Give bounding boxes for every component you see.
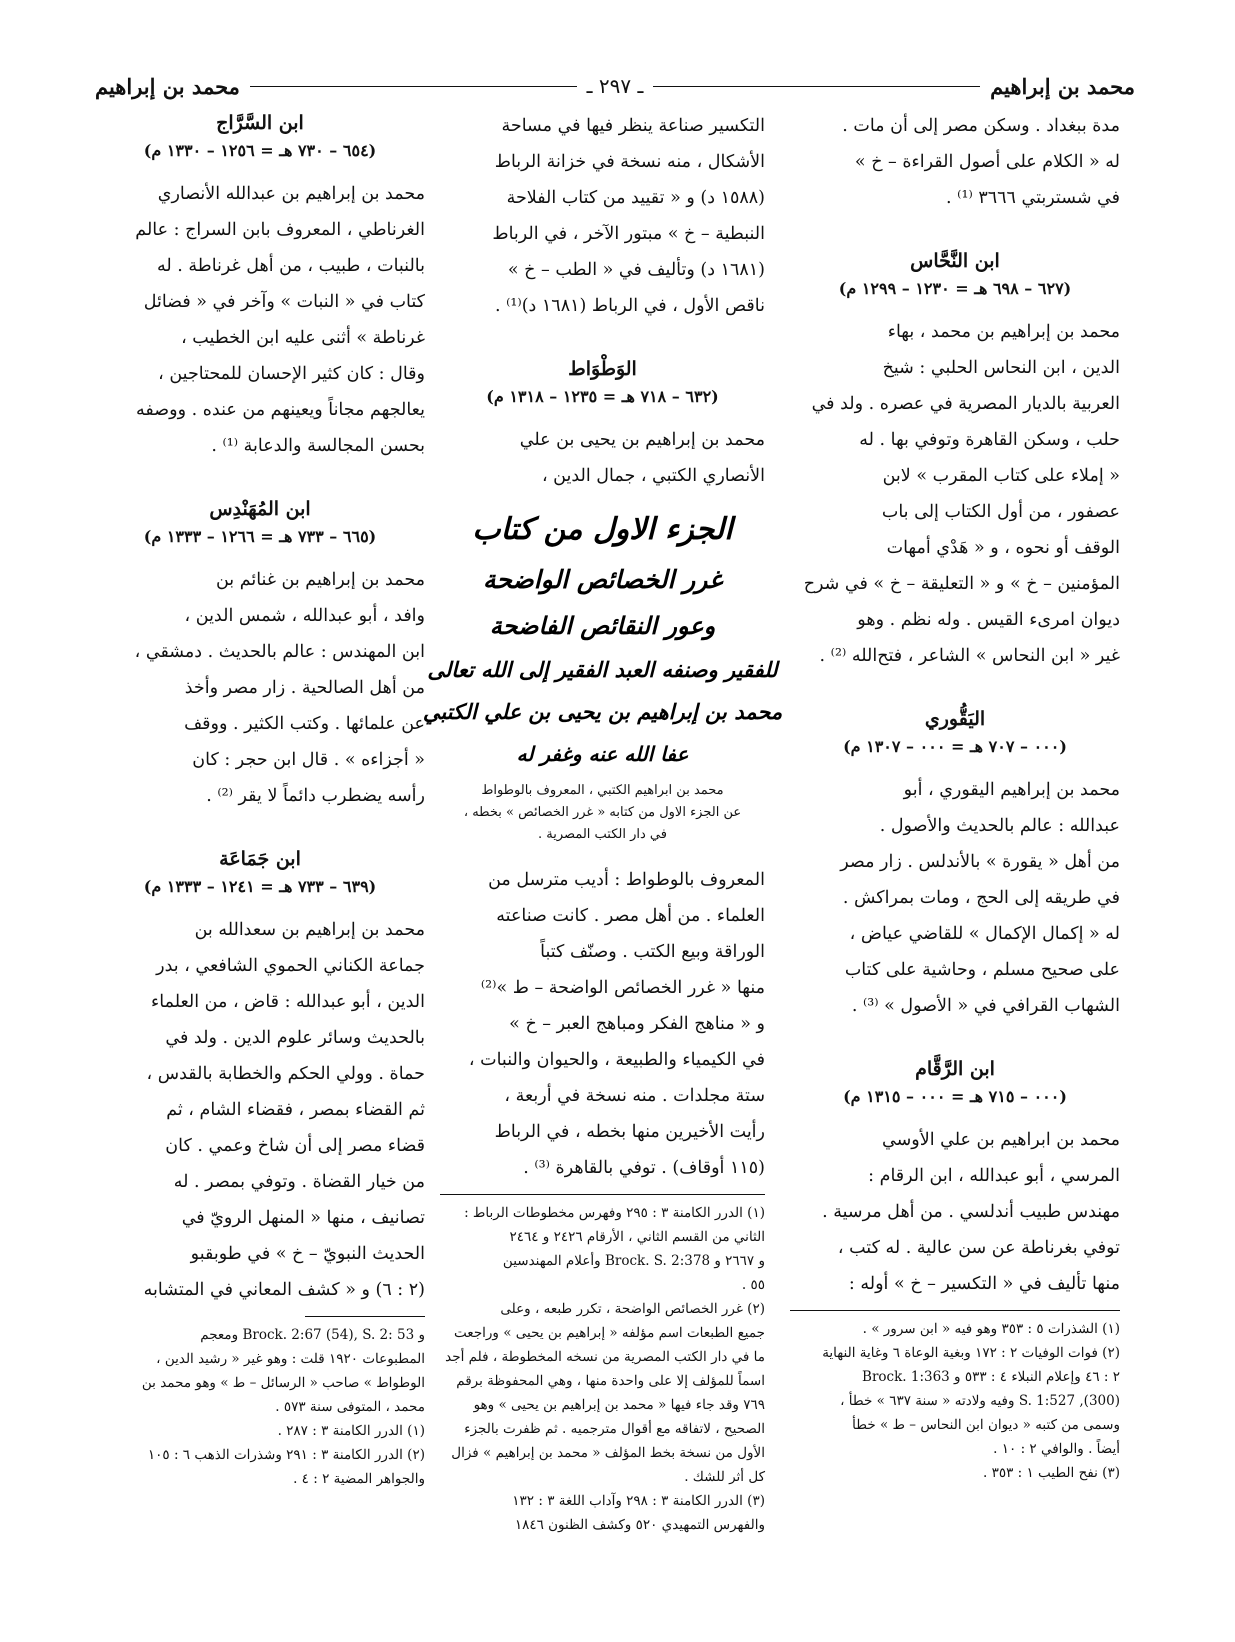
footnote-line: ما في دار الكتب المصرية من نسخه المخطوطة ، فلم أجد [445, 1349, 765, 1365]
footnote-line: الصحيح ، لاتفاقه مع أقوال مترجميه . ثم ظفرت بالجزء [464, 1421, 765, 1437]
text-line: العلماء . من أهل مصر . كانت صناعته [496, 906, 765, 926]
entry-al-yaqquri [790, 704, 1120, 1024]
footnote-line: ٥٥ . [741, 1277, 765, 1293]
text-line: المرسي ، أبو عبدالله ، ابن الرقام : [868, 1166, 1120, 1186]
entry-heading: ابن المُهَنْدِس [209, 498, 311, 520]
text-line: الدين ، أبو عبدالله : قاض ، من العلماء [151, 992, 425, 1012]
text-line: ثم القضاء بمصر ، فقضاء الشام ، ثم [166, 1100, 425, 1120]
text-line: حماة . وولي الحكم والخطابة بالقدس ، [146, 1064, 425, 1084]
text-line: من أهل الصالحية . زار مصر وأخذ [184, 678, 425, 698]
text-line: التكسير صناعة ينظر فيها في مساحة [501, 116, 765, 136]
footnote-line: (٢) الدرر الكامنة ٣ : ٢٩١ وشذرات الذهب ٦ : ١٠٥ [147, 1447, 425, 1463]
text-line: في الكيمياء والطبيعة ، والحيوان والنبات ، [468, 1050, 765, 1070]
entry-dates: (٦٣٢ – ٧١٨ هـ = ١٢٣٥ – ١٣١٨ م) [486, 387, 719, 406]
footnote-line: (٣) نفح الطيب ١ : ٣٥٣ . [982, 1465, 1120, 1481]
footnotes [95, 1323, 425, 1491]
text-line: النبطية – خ » مبتور الآخر ، في الرباط [492, 224, 765, 244]
entry-dates: (٠٠٠ – ٧٠٧ هـ = ٠٠٠ – ١٣٠٧ م) [843, 737, 1067, 756]
footnote-line: (١) الدرر الكامنة ٣ : ٢٨٧ . [277, 1423, 425, 1439]
text-line: له « الكلام على أصول القراءة – خ » [854, 152, 1120, 172]
page-number: ـ ٢٩٧ ـ [586, 74, 644, 98]
text-line: الوراقة وبيع الكتب . وصنّف كتباً [540, 942, 765, 962]
text-line: غرناطة » أثنى عليه ابن الخطيب ، [181, 328, 425, 348]
text-line: « إملاء على كتاب المقرب » لابن [882, 466, 1120, 486]
footnote-line: كل أثر للشك . [684, 1469, 765, 1485]
entry-heading: ابن النَّحَّاس [910, 250, 1000, 272]
text-line: بالنبات ، طبيب ، من أهل غرناطة . له [156, 256, 425, 276]
text-line: قضاء مصر إلى أن شاخ وعمي . كان [165, 1136, 425, 1156]
footnote-line: (٢) فوات الوفيات ٢ : ١٧٢ وبغية الوعاة ٦ وغاية النهاية [822, 1345, 1120, 1361]
footnote-rule [790, 1310, 1120, 1311]
text-line: الوقف أو نحوه ، و « هَدْي أمهات [886, 538, 1120, 558]
text-line: الشهاب القرافي في « الأصول » ⁽³⁾ . [851, 996, 1120, 1016]
entry-al-watwat [422, 354, 783, 1186]
entry-heading: الوَطْوَاط [568, 358, 637, 380]
text-line: (٢ : ٦) و « كشف المعاني في المتشابه [143, 1280, 425, 1300]
entry-ibn-al-nahhas [790, 246, 1120, 674]
footnote-line: جميع الطبعات اسم مؤلفه « إبراهيم بن يحيى » وراجعت [454, 1325, 765, 1341]
footnotes [440, 1201, 765, 1537]
text-line: غير « ابن النحاس » الشاعر ، فتح‌الله ⁽²⁾ . [819, 646, 1120, 666]
entry-dates: (٠٠٠ – ٧١٥ هـ = ٠٠٠ – ١٣١٥ م) [843, 1087, 1067, 1106]
header-right-title: محمد بن إبراهيم [990, 73, 1135, 99]
footnote-line: (١) الدرر الكامنة ٣ : ٢٩٥ وفهرس مخطوطات الرباط : [464, 1205, 765, 1221]
text-line: بالحديث وسائر علوم الدين . ولد في [165, 1028, 425, 1048]
manuscript-line: عفا الله عنه وغفر له [516, 741, 689, 766]
manuscript-line: وعور النقائص الفاضحة [489, 611, 716, 640]
text-line: منها « غرر الخصائص الواضحة – ط »⁽²⁾ [480, 978, 765, 998]
text-line: مهندس طبيب أندلسي . من أهل مرسية . [822, 1202, 1120, 1222]
manuscript-line: للفقير وصنفه العبد الفقير إلى الله تعالى [427, 657, 778, 682]
entry-heading: ابن السَّرَّاج [216, 112, 304, 134]
text-line: الدين ، ابن النحاس الحلبي : شيخ [882, 358, 1120, 378]
text-line: محمد بن إبراهيم بن سعدالله بن [194, 920, 425, 940]
image-caption [440, 780, 765, 846]
footnote-line: محمد ، المتوفى سنة ٥٧٣ . [275, 1399, 425, 1415]
text-line: على صحيح مسلم ، وحاشية على كتاب [844, 960, 1120, 980]
text-line: محمد بن إبراهيم بن عبدالله الأنصاري [157, 184, 425, 204]
entry-heading: اليَقُّوري [924, 708, 986, 730]
text-line: منها تأليف في « التكسير – خ » أوله : [848, 1274, 1120, 1294]
manuscript-line: غرر الخصائص الواضحة [482, 565, 723, 595]
footnote-line: (300), S. 1:527 وفيه ولادته « سنة ٦٣٧ » خطأ ، [840, 1393, 1120, 1409]
right-column [790, 108, 1120, 1485]
text-line: و « مناهج الفكر ومباهج العبر – خ » [509, 1014, 765, 1034]
header-left-title: محمد بن إبراهيم [94, 73, 240, 99]
footnote-line: (١) الشذرات ٥ : ٣٥٣ وهو فيه « ابن سرور » . [862, 1321, 1120, 1337]
caption-line: في دار الكتب المصرية . [538, 827, 667, 842]
text-line: محمد بن إبراهيم بن يحيى بن علي [519, 430, 765, 450]
footnote-line: وسمى من كتبه « ديوان ابن النحاس – ط » خطأ [852, 1417, 1120, 1433]
text-line: الأنصاري الكتبي ، جمال الدين ، [541, 466, 765, 486]
footnote-line: (٣) الدرر الكامنة ٣ : ٢٩٨ وآداب اللغة ٣ : ١٣٢ [512, 1493, 765, 1509]
footnote-rule [305, 1316, 425, 1317]
footnote-line: والفهرس التمهيدي ٥٢٠ وكشف الظنون ١٨٤٦ [514, 1517, 765, 1533]
text-line: جماعة الكناني الحموي الشافعي ، بدر [156, 956, 425, 976]
text-line: « أجزاءه » . قال ابن حجر : كان [192, 750, 425, 770]
text-line: عصفور ، من أول الكتاب إلى باب [881, 502, 1120, 522]
footnote-line: أيضاً . والوافي ٢ : ١٠ . [993, 1441, 1120, 1457]
text-line: عبدالله : عالم بالحديث والأصول . [879, 816, 1120, 836]
text-line: ابن المهندس : عالم بالحديث . دمشقي ، [134, 642, 425, 662]
middle-column [422, 108, 783, 1537]
footnote-line: و ٢٦٦٧ و Brock. S. 2:378 وأعلام المهندسين [502, 1253, 765, 1269]
text-line: بحسن المجالسة والدعابة ⁽¹⁾ . [211, 436, 425, 456]
footnote-line: (٢) غرر الخصائص الواضحة ، تكرر طبعه ، وعلى [500, 1301, 765, 1317]
text-line: (١٥٨٨ د) و « تقييد من كتاب الفلاحة [506, 188, 765, 208]
footnote-line: والجواهر المضية ٢ : ٤ . [293, 1471, 425, 1487]
entry-dates: (٦٢٧ – ٦٩٨ هـ = ١٢٣٠ – ١٢٩٩ م) [838, 279, 1072, 298]
text-line: (١٦٨١ د) وتأليف في « الطب – خ » [507, 260, 765, 280]
text-line: المؤمنين – خ » و « التعليقة – خ » في شرح [803, 574, 1120, 594]
footnote-line: الثاني من القسم الثاني ، الأرقام ٢٤٢٦ و ٢٤٦٤ [509, 1229, 765, 1245]
text-line: تصانيف ، منها « المنهل الرويّ في [181, 1208, 425, 1228]
caption-line: محمد بن ابراهيم الكتبي ، المعروف بالوطواط [481, 783, 724, 798]
entry-dates: (٦٥٤ – ٧٣٠ هـ = ١٢٥٦ – ١٣٣٠ م) [143, 141, 377, 160]
entry-heading: ابن جَمَاعَة [219, 848, 301, 870]
text-line: عن علمائها . وكتب الكثير . ووقف [184, 714, 425, 734]
text-line: حلب ، وسكن القاهرة وتوفي بها . له [859, 430, 1120, 450]
text-line: يعالجهم مجاناً ويعينهم من عنده . ووصفه [136, 400, 425, 420]
text-line: محمد بن إبراهيم اليقوري ، أبو [903, 780, 1120, 800]
text-line: وافد ، أبو عبدالله ، شمس الدين ، [184, 606, 425, 626]
text-line: (١١٥ أوقاف) . توفي بالقاهرة ⁽³⁾ . [523, 1158, 765, 1178]
text-line: من أهل « يقورة » بالأندلس . زار مصر [840, 852, 1120, 872]
text-line: العربية بالديار المصرية في عصره . ولد في [811, 394, 1120, 414]
text-line: وقال : كان كثير الإحسان للمحتاجين ، [158, 364, 425, 384]
manuscript-line: محمد بن إبراهيم بن يحيى بن علي الكتبي [422, 699, 783, 724]
running-header [95, 66, 1135, 106]
text-line: محمد بن إبراهيم بن غنائم بن [215, 570, 425, 590]
entry-ibn-jamaa [95, 844, 425, 1308]
text-line: توفي بغرناطة عن سن عالية . له كتب ، [837, 1238, 1120, 1258]
text-line: مدة ببغداد . وسكن مصر إلى أن مات . [842, 116, 1120, 136]
manuscript-line: الجزء الاول من كتاب [472, 512, 733, 548]
footnote-line: الأول من نسخة بخط المؤلف « محمد بن إبراهيم » فزال [451, 1445, 765, 1461]
footnotes [790, 1317, 1120, 1485]
text-line: محمد بن إبراهيم بن محمد ، بهاء [887, 322, 1120, 342]
entry-ibn-al-sarraj [95, 108, 425, 464]
text-line: ستة مجلدات . منه نسخة في أربعة ، [504, 1086, 765, 1106]
text-line: محمد بن ابراهيم بن علي الأوسي [882, 1130, 1120, 1150]
footnote-line: و 53 :Brock. 2:67 (54), S. 2 ومعجم [200, 1327, 425, 1343]
text-line: الأشكال ، منه نسخة في خزانة الرباط [494, 152, 765, 172]
text-line: ناقص الأول ، في الرباط (١٦٨١ د)⁽¹⁾ . [494, 296, 765, 316]
left-column [95, 108, 425, 1491]
entry-ibn-al-raqqam [790, 1054, 1120, 1302]
text-line: المعروف بالوطواط : أديب مترسل من [488, 870, 765, 890]
text-line: له « إكمال الإكمال » للقاضي عياض ، [849, 924, 1120, 944]
header-rule [250, 86, 577, 87]
entry-heading: ابن الرَّقَّام [915, 1058, 995, 1080]
header-rule [653, 86, 980, 87]
footnote-rule [440, 1194, 765, 1195]
text-line: رأيت الأخيرين منها بخطه ، في الرباط [494, 1122, 765, 1142]
footnote-line: ٢ : ٤٦ وإعلام النبلاء ٤ : ٥٣٣ و Brock. 1:363 [862, 1369, 1120, 1385]
manuscript-image [422, 504, 783, 774]
footnote-line: الوطواط » صاحب « الرسائل – ط » وهو محمد بن [141, 1375, 425, 1391]
text-line: كتاب في « النبات » وآخر في « فضائل [143, 292, 425, 312]
footnote-line: المطبوعات ١٩٢٠ قلت : وهو غير « رشيد الدين ، [156, 1351, 425, 1367]
entry-dates: (٦٦٥ – ٧٣٣ هـ = ١٢٦٦ – ١٣٣٣ م) [143, 527, 377, 546]
text-line: في طريقه إلى الحج ، ومات بمراكش . [842, 888, 1120, 908]
text-line: الحديث النبويّ – خ » في طوبقبو [190, 1244, 425, 1264]
caption-line: عن الجزء الاول من كتابه « غرر الخصائص » بخطه ، [463, 805, 742, 820]
entry-ibn-al-muhandis [95, 494, 425, 814]
entry-dates: (٦٣٩ – ٧٣٣ هـ = ١٢٤١ – ١٣٣٣ م) [143, 877, 377, 896]
footnote-line: اسماً للمؤلف إلا على واحدة منها ، وهي المحفوظة برقم [456, 1373, 765, 1389]
text-line: من خيار القضاة . وتوفي بمصر . له [173, 1172, 425, 1192]
text-line: ديوان امرىء القيس . وله نظم . وهو [857, 610, 1120, 630]
text-line: رأسه يضطرب دائماً لا يقر ⁽²⁾ . [206, 786, 425, 806]
text-line: في شستربتي ٣٦٦٦ ⁽¹⁾ . [946, 188, 1120, 208]
footnote-line: ٧٦٩ وقد جاء فيها « محمد بن إبراهيم بن يحيى » وهو [473, 1397, 765, 1413]
text-line: الغرناطي ، المعروف بابن السراج : عالم [135, 220, 425, 240]
